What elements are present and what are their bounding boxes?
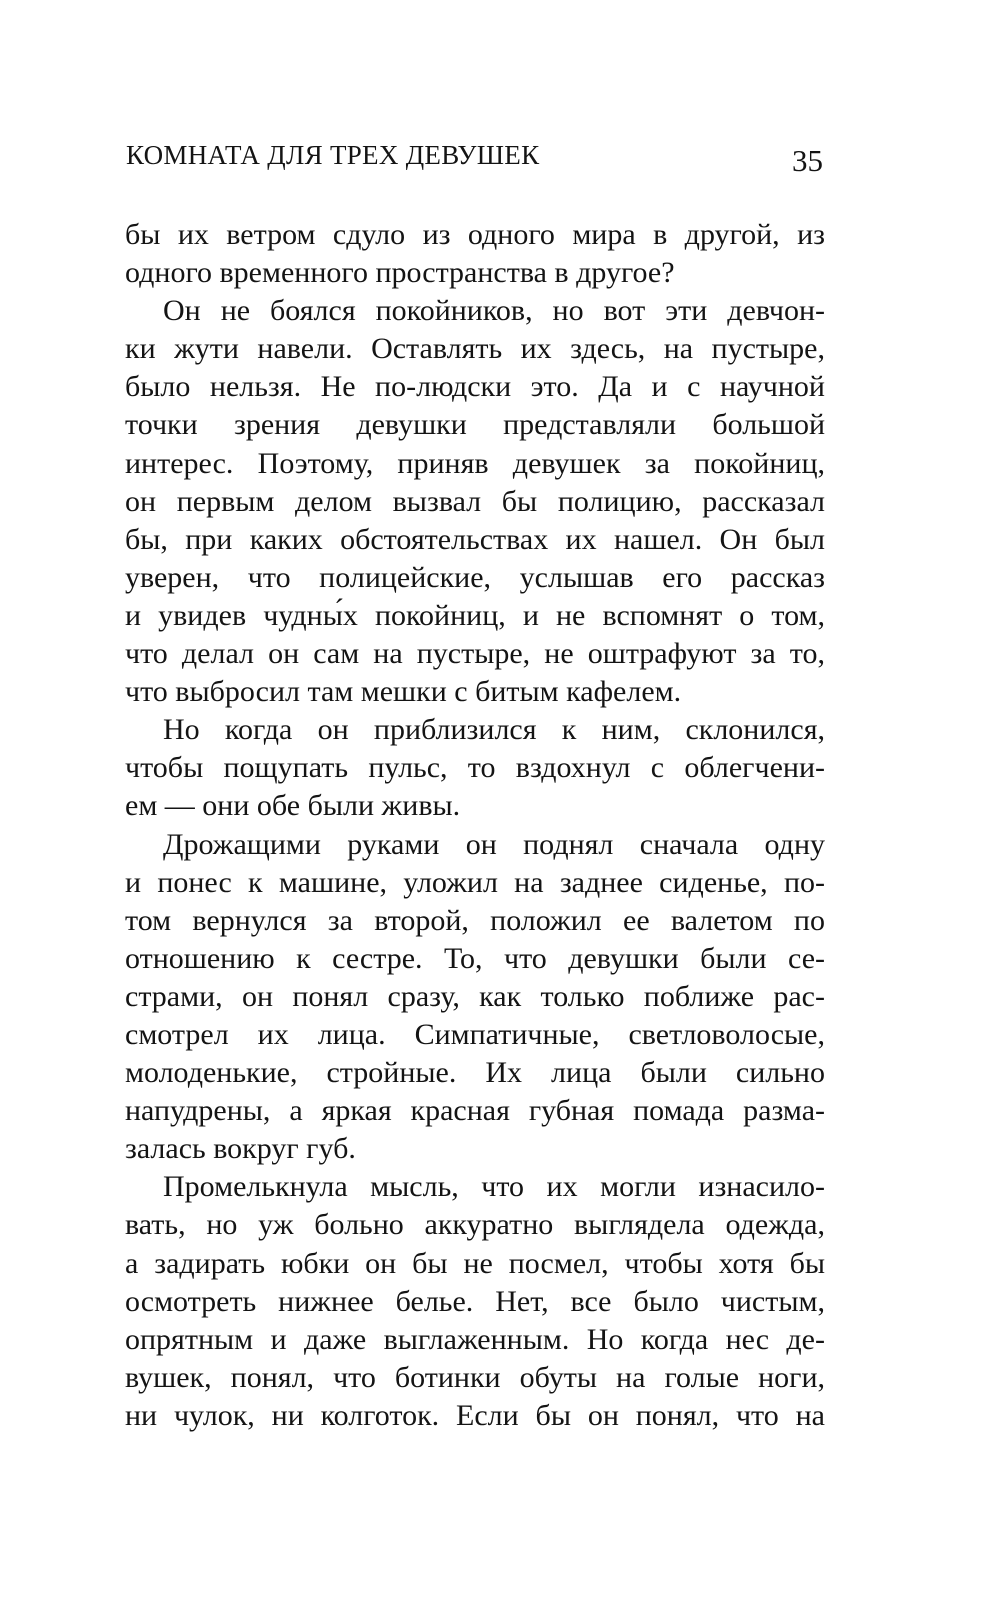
text-line: и понес к машине, уложил на заднее сиденье, по- — [125, 865, 825, 899]
text-line: ем — они обе были живы. — [125, 789, 461, 823]
text-line: интерес. Поэтому, приняв девушек за покойниц, — [125, 446, 825, 480]
text-line: осмотреть нижнее белье. Нет, все было чистым, — [125, 1284, 825, 1318]
text-line: смотрел их лица. Симпатичные, светловолосые, — [125, 1017, 825, 1051]
text-line: Промелькнула мысль, что их могли изнасило- — [163, 1170, 825, 1204]
text-line: опрятным и даже выглаженным. Но когда нес де- — [125, 1322, 825, 1356]
text-line: вушек, понял, что ботинки обуты на голые ноги, — [125, 1360, 825, 1394]
text-line: чтобы пощупать пульс, то вздохнул с облегчени- — [125, 751, 825, 785]
text-line: Дрожащими руками он поднял сначала одну — [163, 827, 825, 861]
text-line: вать, но уж больно аккуратно выглядела одежда, — [125, 1208, 825, 1242]
text-line: напудрены, а яркая красная губная помада разма- — [125, 1094, 825, 1128]
text-line: уверен, что полицейские, услышав его рассказ — [125, 560, 825, 594]
text-line: бы, при каких обстоятельствах их нашел. Он был — [125, 522, 825, 556]
text-line: бы их ветром сдуло из одного мира в другой, из — [125, 218, 825, 251]
text-line: Но когда он приблизился к ним, склонился, — [163, 713, 825, 747]
text-line: страми, он понял сразу, как только поближе рас- — [125, 979, 825, 1013]
page-number: 35 — [792, 143, 823, 178]
text-line: ни чулок, ни колготок. Если бы он понял, что на — [125, 1398, 825, 1432]
text-line: молоденькие, стройные. Их лица были сильно — [125, 1056, 825, 1090]
text-line: и увидев чудны́х покойниц, и не вспомнят о том, — [125, 598, 825, 632]
text-line: залась вокруг губ. — [125, 1132, 356, 1166]
text-line: Он не боялся покойников, но вот эти девчон- — [163, 294, 825, 328]
text-line: что выбросил там мешки с битым кафелем. — [125, 675, 682, 709]
body-text — [125, 216, 825, 1435]
text-line: том вернулся за второй, положил ее валетом по — [125, 903, 825, 937]
running-head-title: КОМНАТА ДЛЯ ТРЕХ ДЕВУШЕК — [126, 140, 540, 170]
text-line: точки зрения девушки представляли большой — [125, 408, 825, 442]
text-line: что делал он сам на пустыре, не оштрафуют за то, — [125, 637, 825, 671]
text-line: отношению к сестре. То, что девушки были се- — [125, 941, 825, 975]
text-line: ки жути навели. Оставлять их здесь, на пустыре, — [125, 332, 825, 366]
text-line: было нельзя. Не по-людски это. Да и с научной — [125, 370, 825, 404]
text-line: он первым делом вызвал бы полицию, рассказал — [125, 484, 825, 518]
text-line: одного временного пространства в другое? — [125, 256, 675, 290]
text-line: а задирать юбки он бы не посмел, чтобы хотя бы — [125, 1246, 825, 1280]
